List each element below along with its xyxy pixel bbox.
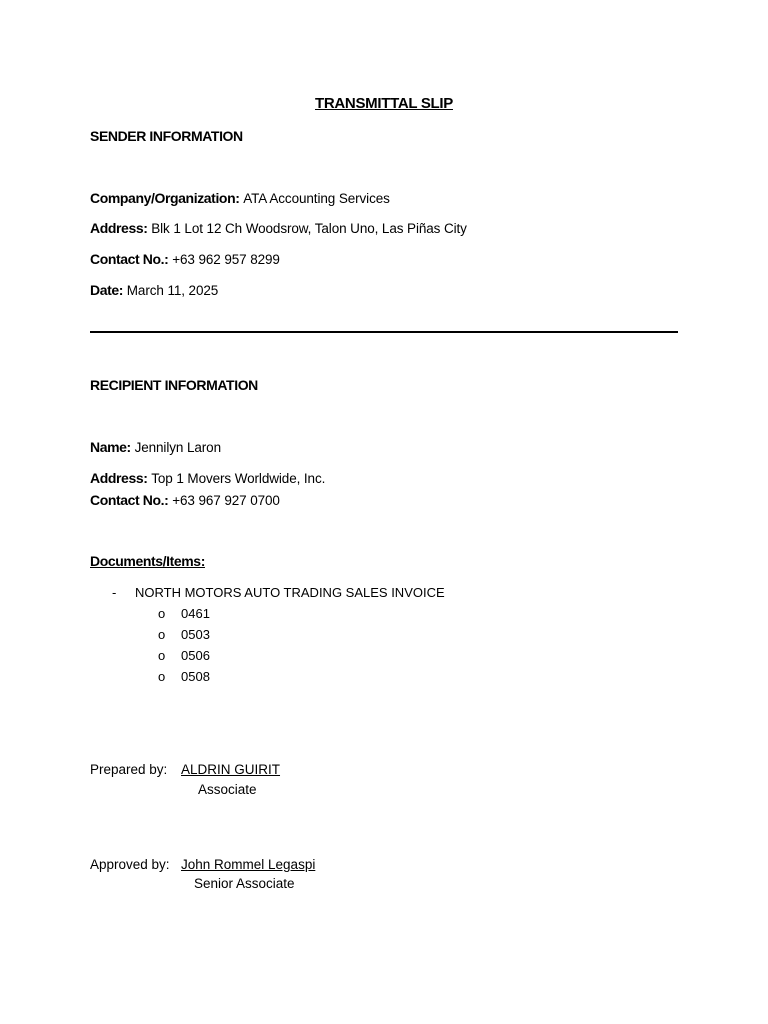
sender-address-value: Blk 1 Lot 12 Ch Woodsrow, Talon Uno, Las Piñas City (151, 221, 467, 236)
prepared-by-role: Associate (198, 782, 257, 797)
recipient-name-field (90, 439, 221, 455)
sub-list-item: 0503 (181, 627, 210, 642)
section-divider (90, 331, 678, 333)
approved-by-name: John Rommel Legaspi (181, 857, 316, 872)
recipient-contact-label: Contact No.: (90, 492, 169, 508)
sub-list-item: 0506 (181, 648, 210, 663)
recipient-name-value: Jennilyn Laron (134, 440, 221, 455)
recipient-contact-value: +63 967 927 0700 (172, 493, 280, 508)
recipient-name-label: Name: (90, 439, 131, 455)
recipient-address-value: Top 1 Movers Worldwide, Inc. (151, 471, 326, 486)
sender-company-label: Company/Organization: (90, 190, 240, 206)
sender-date-label: Date: (90, 282, 124, 298)
recipient-address-field (90, 470, 325, 486)
prepared-by-label: Prepared by: (90, 762, 168, 777)
sender-contact-label: Contact No.: (90, 251, 169, 267)
recipient-heading: RECIPIENT INFORMATION (90, 377, 258, 393)
approved-by-label: Approved by: (90, 857, 170, 872)
sub-list-item: 0461 (181, 606, 210, 621)
recipient-contact-field (90, 492, 280, 508)
document-title: TRANSMITTAL SLIP (315, 95, 453, 112)
sub-list-marker: o (158, 606, 166, 621)
documents-heading: Documents/Items: (90, 553, 205, 569)
list-item-marker: - (112, 585, 117, 600)
sender-heading: SENDER INFORMATION (90, 128, 243, 144)
sender-address-label: Address: (90, 220, 148, 236)
sender-company-field (90, 190, 390, 206)
sender-contact-value: +63 962 957 8299 (172, 252, 280, 267)
sender-contact-field (90, 251, 280, 267)
sub-list-marker: o (158, 648, 166, 663)
sender-date-field (90, 282, 218, 298)
prepared-by-name: ALDRIN GUIRIT (181, 762, 281, 777)
sub-list-item: 0508 (181, 669, 210, 684)
approved-by-role: Senior Associate (194, 876, 295, 891)
sender-address-field (90, 220, 467, 236)
sender-company-value: ATA Accounting Services (243, 191, 390, 206)
sub-list-marker: o (158, 669, 166, 684)
sub-list-marker: o (158, 627, 166, 642)
sender-date-value: March 11, 2025 (126, 283, 219, 298)
recipient-address-label: Address: (90, 470, 148, 486)
list-item: NORTH MOTORS AUTO TRADING SALES INVOICE (135, 585, 445, 600)
